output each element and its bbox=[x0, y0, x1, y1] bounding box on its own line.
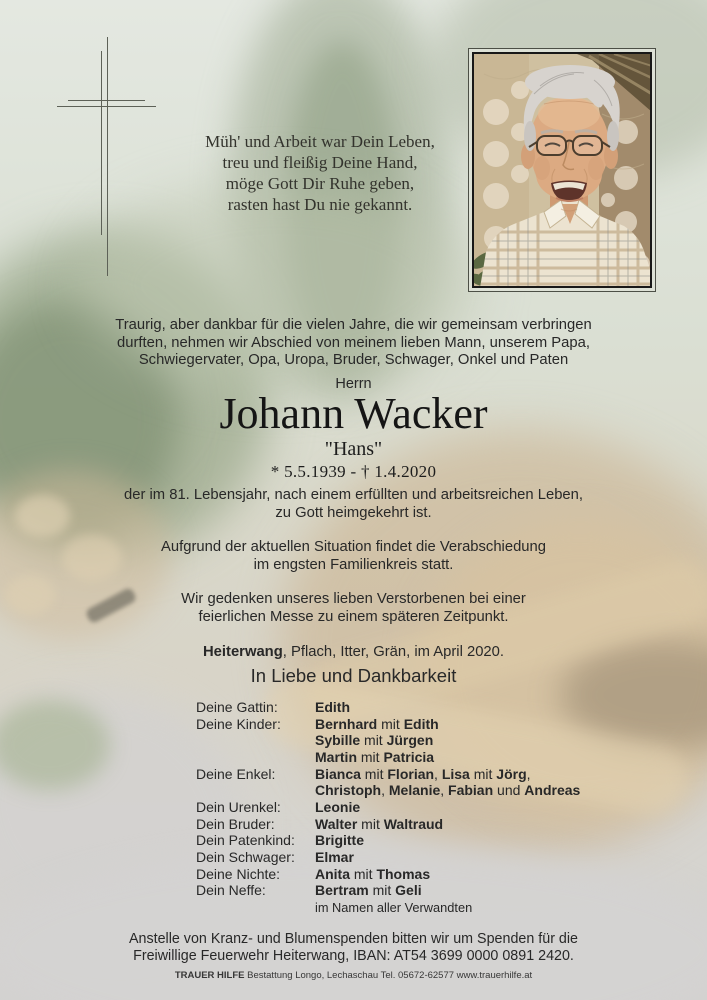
donation-text bbox=[0, 931, 707, 965]
family-row-value: Brigitte bbox=[315, 832, 364, 849]
places-date-line bbox=[0, 644, 707, 660]
family-row bbox=[196, 766, 626, 799]
family-row-value: Leonie bbox=[315, 798, 361, 815]
cross-line bbox=[57, 106, 156, 107]
family-row-label: Deine Enkel: bbox=[196, 765, 276, 782]
family-row-value: Elmar bbox=[315, 848, 354, 865]
family-row bbox=[196, 716, 626, 766]
family-row-value: Bernhard mit Edith Sybille mit Jürgen Martin mit Patricia bbox=[315, 715, 439, 765]
place-primary: Heiterwang bbox=[203, 644, 283, 660]
poem-line: Müh' und Arbeit war Dein Leben, bbox=[205, 132, 435, 151]
cross-line bbox=[101, 51, 102, 235]
mass-line: Wir gedenken unseres lieben Verstorbenen bei einer bbox=[181, 591, 526, 607]
farewell-line: Aufgrund der aktuellen Situation findet die Verabschiedung bbox=[161, 539, 546, 555]
places-rest: , Pflach, Itter, Grän, im April 2020. bbox=[282, 644, 504, 660]
family-row-label: Dein Neffe: bbox=[196, 882, 266, 899]
family-row bbox=[196, 799, 626, 816]
farewell-line: im engsten Familienkreis statt. bbox=[253, 556, 454, 573]
passing-text bbox=[0, 486, 707, 522]
mass-text bbox=[0, 591, 707, 626]
donation-line: Freiwillige Feuerwehr Heiterwang, IBAN: AT54 3699 0000 0891 2420. bbox=[133, 948, 574, 964]
funeral-home-info: Bestattung Longo, Lechaschau Tel. 05672-62577 www.trauerhilfe.at bbox=[244, 970, 533, 981]
announcement-intro bbox=[0, 317, 707, 370]
life-dates: * 5.5.1939 - † 1.4.2020 bbox=[270, 462, 437, 481]
intro-line: Schwiegervater, Opa, Uropa, Bruder, Schwager, Onkel und Paten bbox=[138, 352, 569, 369]
family-closing: im Namen aller Verwandten bbox=[315, 899, 473, 915]
salutation: Herrn bbox=[335, 376, 372, 392]
closing-salute: In Liebe und Dankbarkeit bbox=[250, 665, 457, 686]
cross-line bbox=[107, 37, 108, 276]
family-row-value: Bianca mit Florian, Lisa mit Jörg, Christoph, Melanie, Fabian und Andreas bbox=[315, 765, 581, 799]
family-row bbox=[196, 882, 626, 899]
intro-line: durften, nehmen wir Abschied von meinem lieben Mann, unserem Papa, bbox=[117, 334, 590, 351]
mass-line: feierlichen Messe zu einem späteren Zeitpunkt. bbox=[198, 608, 509, 625]
family-row-label: Deine Kinder: bbox=[196, 715, 281, 732]
family-row-label: Dein Urenkel: bbox=[196, 798, 281, 815]
donation-line: Anstelle von Kranz- und Blumenspenden bitten wir um Spenden für die bbox=[128, 931, 579, 947]
deceased-nickname: "Hans" bbox=[324, 438, 383, 460]
family-list bbox=[196, 699, 626, 916]
cross-line bbox=[68, 100, 145, 101]
family-row bbox=[196, 832, 626, 849]
family-row-value: Walter mit Waltraud bbox=[315, 815, 444, 832]
funeral-home-footer bbox=[0, 970, 707, 981]
poem-line: möge Gott Dir Ruhe geben, bbox=[225, 174, 415, 193]
family-row bbox=[196, 849, 626, 866]
funeral-home-brand: TRAUER HILFE bbox=[174, 970, 245, 981]
family-row bbox=[196, 699, 626, 716]
family-row-label: Dein Patenkind: bbox=[196, 832, 295, 849]
poem bbox=[113, 131, 527, 215]
poem-line: treu und fleißig Deine Hand, bbox=[222, 153, 418, 172]
family-row-label: Dein Schwager: bbox=[196, 848, 295, 865]
farewell-text bbox=[0, 539, 707, 574]
family-row bbox=[196, 816, 626, 833]
deceased-name: Johann Wacker bbox=[219, 389, 488, 438]
family-row-label: Dein Bruder: bbox=[196, 815, 275, 832]
family-row-label: Deine Nichte: bbox=[196, 865, 281, 882]
family-row-label: Deine Gattin: bbox=[196, 699, 278, 715]
passing-line: zu Gott heimgekehrt ist. bbox=[275, 505, 432, 521]
family-row-value: Bertram mit Geli bbox=[315, 882, 422, 899]
family-row-value: Edith bbox=[315, 699, 350, 715]
poem-line: rasten hast Du nie gekannt. bbox=[227, 195, 413, 214]
family-row bbox=[196, 866, 626, 883]
intro-line: Traurig, aber dankbar für die vielen Jahre, die wir gemeinsam verbringen bbox=[115, 317, 592, 333]
family-row-value: Anita mit Thomas bbox=[315, 865, 431, 882]
passing-line: der im 81. Lebensjahr, nach einem erfüllten und arbeitsreichen Leben, bbox=[124, 487, 583, 503]
